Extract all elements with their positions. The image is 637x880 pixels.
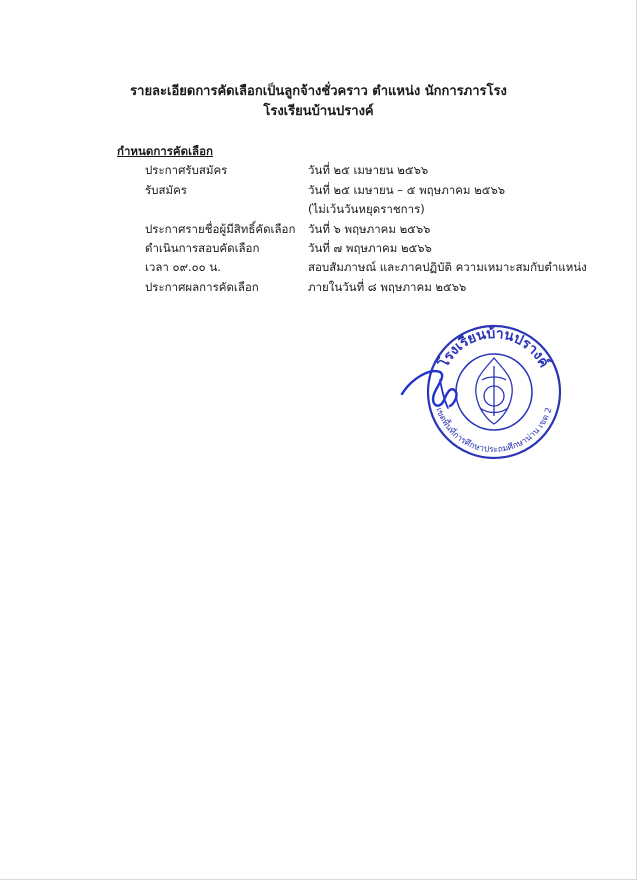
schedule-value: วันที่ ๖ พฤษภาคม ๒๕๖๖ bbox=[308, 222, 431, 236]
schedule-label: ประกาศผลการคัดเลือก bbox=[145, 280, 259, 294]
schedule-heading: กำหนดการคัดเลือก bbox=[117, 144, 213, 158]
document-title: รายละเอียดการคัดเลือกเป็นลูกจ้างชั่วคราว ตำแหน่ง นักการภารโรง bbox=[130, 84, 507, 99]
seal-bottom-text: เขตพื้นที่การศึกษาประถมศึกษาน่าน เขต 2 bbox=[433, 406, 555, 456]
schedule-value: วันที่ ๒๕ เมษายน – ๕ พฤษภาคม ๒๕๖๖ bbox=[308, 183, 506, 197]
schedule-value: วันที่ ๒๕ เมษายน ๒๕๖๖ bbox=[308, 163, 429, 177]
schedule-value: วันที่ ๗ พฤษภาคม ๒๕๖๖ bbox=[308, 241, 432, 255]
schedule-value: สอบสัมภาษณ์ และภาคปฏิบัติ ความเหมาะสมกับตำแหน่ง bbox=[308, 260, 587, 274]
seal-stamp-icon bbox=[400, 320, 590, 460]
schedule-label: ประกาศรับสมัคร bbox=[145, 163, 228, 177]
seal-top-text: โรงเรียนบ้านปรางค์ bbox=[435, 325, 552, 371]
schedule-label: รับสมัคร bbox=[145, 183, 187, 197]
svg-text:โรงเรียนบ้านปรางค์ bbox=[434, 326, 553, 371]
schedule-label: เวลา ๐๙.๐๐ น. bbox=[145, 260, 221, 274]
official-seal-with-signature bbox=[400, 320, 590, 460]
schedule-label: ดำเนินการสอบคัดเลือก bbox=[145, 241, 260, 255]
schedule-value: ภายในวันที่ ๘ พฤษภาคม ๒๕๖๖ bbox=[308, 280, 467, 294]
school-name-heading: โรงเรียนบ้านปรางค์ bbox=[263, 104, 374, 119]
schedule-note: (ไม่เว้นวันหยุดราชการ) bbox=[308, 202, 425, 216]
schedule-label: ประกาศรายชื่อผู้มีสิทธิ์คัดเลือก bbox=[145, 222, 296, 236]
